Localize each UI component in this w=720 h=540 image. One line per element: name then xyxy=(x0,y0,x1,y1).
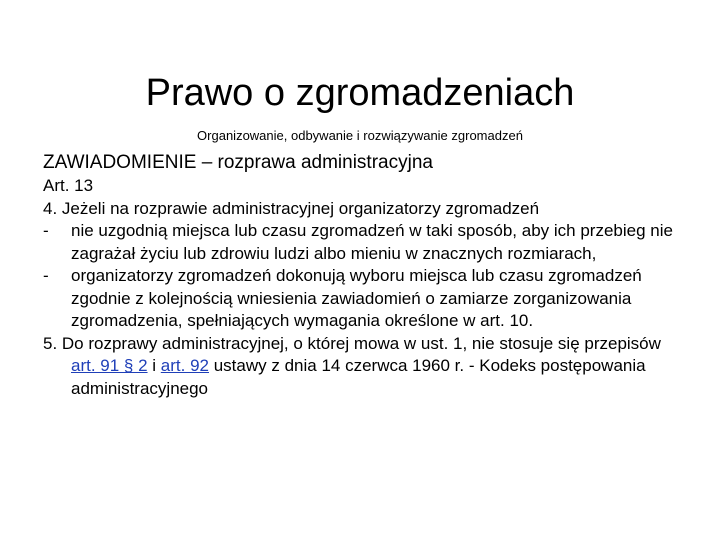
article-number: Art. 13 xyxy=(43,176,94,195)
bullet-item-1 xyxy=(43,220,683,265)
bullet-dash: - xyxy=(43,221,49,240)
link-art-92[interactable]: art. 92 xyxy=(160,356,209,375)
link-art-91[interactable]: art. 91 § 2 xyxy=(71,356,148,375)
page-subtitle: Organizowanie, odbywanie i rozwiązywanie zgromadzeń xyxy=(197,128,523,143)
page-title: Prawo o zgromadzeniach xyxy=(145,72,575,115)
content-body xyxy=(43,150,683,400)
paragraph-5-text-before: 5. Do rozprawy administracyjnej, o której mowa w ust. 1, nie stosuje się przepisów xyxy=(43,333,661,353)
section-heading: ZAWIADOMIENIE – rozprawa administracyjna xyxy=(43,152,433,173)
paragraph-5 xyxy=(43,333,683,401)
bullet-item-2 xyxy=(43,265,683,333)
bullet-text: organizatorzy zgromadzeń dokonują wyboru miejsca lub czasu zgromadzeń zgodnie z kolejnością wniesienia zawiadomień o zamiarze zorganizowania zgromadzenia, spełniających wymagania określone w art. 10. xyxy=(71,266,642,330)
bullet-dash: - xyxy=(43,266,49,285)
paragraph-5-text-middle: i xyxy=(147,356,161,375)
bullet-text: nie uzgodnią miejsca lub czasu zgromadzeń w taki sposób, aby ich przebieg nie zagrażał życiu lub zdrowiu ludzi albo mieniu w znacznych rozmiarach, xyxy=(71,221,673,263)
paragraph-5-text-after: ustawy z dnia 14 czerwca 1960 r. - Kodeks postępowania administracyjnego xyxy=(71,356,646,398)
paragraph-4: 4. Jeżeli na rozprawie administracyjnej organizatorzy zgromadzeń xyxy=(43,198,540,218)
